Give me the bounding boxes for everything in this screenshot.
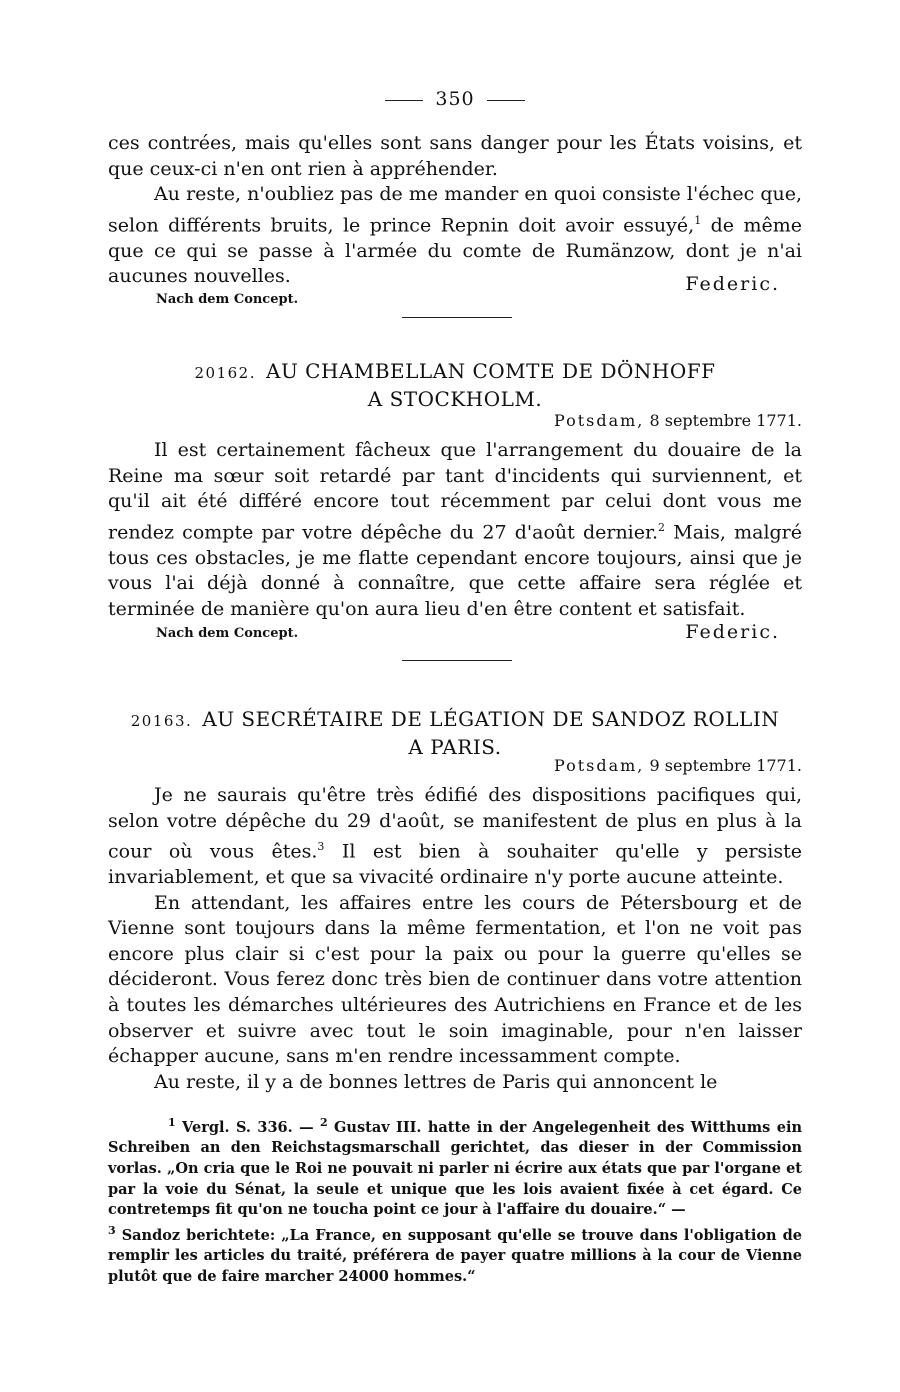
letter-20162-number: 20162. [194, 364, 256, 382]
footnote-1-mark: 1 [168, 1116, 176, 1129]
footnote-1-text: Vergl. S. 336. — [175, 1118, 320, 1136]
section-divider [402, 317, 512, 318]
letter-20163-date: 9 septembre 1771. [649, 756, 802, 775]
letter-20163-body [108, 783, 802, 1095]
footnote-ref-1: 1 [694, 213, 702, 227]
letter-20162-heading: AU CHAMBELLAN COMTE DE DÖNHOFF [266, 359, 716, 383]
letter-20162-text: Il est certainement fâcheux que l'arrangement du douaire de la Reine ma sœur soit retardé par tant d'incidents qui surviennent, et qu'il ait été différé encore tout récemment par celui dont vous me rendez compte par votre dépêche du 27 d'août dernier. [108, 439, 802, 544]
letter-20162-place: Potsdam, [553, 411, 645, 430]
intro-paragraph-2-cont: de même que ce qui se passe à l'armée du comte de Rumänzow, dont je n'ai aucunes nouvelles. [108, 214, 802, 288]
intro-paragraph-1: ces contrées, mais qu'elles sont sans danger pour les États voisins, et que ceux-ci n'en ont rien à appréhender. [108, 132, 802, 180]
letter-20163-title [108, 706, 802, 760]
letter-20162-date: 8 septembre 1771. [649, 411, 802, 430]
footnote-2-text: Gustav III. hatte in der Angelegenheit des Witthums ein Schreiben an den Reichstagsmarschall gerichtet, das dieser in der Commission vorlas. „On cria que le Roi ne pouvait ni parler ni écrire aux états que par l'organe et par la voie du Sénat, la seule et unique que les lois avaient fixée à cet égard. Ce contretemps fit qu'on ne toucha point ce jour à l'affaire du douaire.“ — [108, 1118, 802, 1219]
header-dash-right [487, 100, 525, 101]
letter-20162-title-line-2: A STOCKHOLM. [367, 387, 543, 411]
letter-20163-dateline [554, 756, 802, 775]
letter-20162-title-line-1 [108, 358, 802, 386]
footnote-2-mark: 2 [319, 1116, 328, 1129]
letter-20162-title [108, 358, 802, 412]
footnote-3 [108, 1221, 802, 1288]
footnote-ref-3: 3 [317, 840, 325, 854]
header-dash-left [385, 100, 423, 101]
letter-20163-heading: AU SECRÉTAIRE DE LÉGATION DE SANDOZ ROLLIN [202, 707, 780, 731]
intro-signature: Federic. [685, 273, 780, 295]
intro-section [108, 131, 802, 290]
letter-20162-dateline [554, 411, 802, 430]
letter-20163-number: 20163. [130, 712, 193, 730]
section-divider-2 [402, 660, 512, 661]
footnote-ref-2: 2 [658, 520, 666, 534]
letter-20163-paragraph-3: Au reste, il y a de bonnes lettres de Paris qui annoncent le [154, 1070, 718, 1093]
letter-20163-paragraph-1 [108, 783, 802, 891]
letter-20162-text-cont: Mais, malgré tous ces obstacles, je me flatte cependant encore toujours, ainsi que je vous l'ai déjà donné à connaître, que cette affaire sera réglée et terminée de manière qu'on aura lieu d'en être content et satisfait. [108, 521, 803, 620]
footnotes [108, 1113, 802, 1287]
letter-20163-p1-text: Je ne saurais qu'être très édifié des dispositions pacifiques qui, selon votre dépêche du 29 d'août, se manifestent de plus en plus à la cour où vous êtes. [108, 784, 802, 863]
letter-20162-signature: Federic. [685, 621, 780, 643]
page-number: 350 [435, 88, 475, 110]
letter-20162-concept-note: Nach dem Concept. [156, 626, 299, 641]
page-header [108, 88, 802, 110]
letter-20163-title-line-2: A PARIS. [408, 735, 502, 759]
letter-20162-paragraph [108, 438, 802, 622]
footnote-3-mark: 3 [108, 1223, 116, 1237]
intro-paragraph-2-text: Au reste, n'oubliez pas de me mander en quoi consiste l'échec que, selon différents bruits, le prince Repnin doit avoir essuyé, [108, 183, 802, 237]
letter-20163-p1-cont: Il est bien à souhaiter qu'elle y persiste invariablement, et que sa vivacité ordinaire n'y porte aucune atteinte. [108, 840, 802, 889]
letter-20163-paragraph-2: En attendant, les affaires entre les cours de Pétersbourg et de Vienne sont toujours dans la même fermentation, et l'on ne voit pas encore plus clair si c'est pour la paix ou pour la guerre qu'elles se décideront. Vous ferez donc très bien de continuer dans votre attention à toutes les démarches ultérieures des Autrichiens en France et de les observer et suivre avec tout le soin imaginable, pour n'en laisser échapper aucune, sans m'en rendre incessamment compte. [108, 891, 802, 1068]
intro-concept-note: Nach dem Concept. [156, 292, 299, 307]
footnote-3-text: Sandoz berichtete: „La France, en supposant qu'elle se trouve dans l'obligation de remplir les articles du traité, préférera de payer quatre millions à la cour de Vienne plutôt que de faire marcher 24000 hommes.“ [108, 1226, 802, 1285]
footnote-1-2 [108, 1113, 802, 1221]
letter-20163-place: Potsdam, [553, 756, 645, 775]
letter-20162-body [108, 438, 802, 622]
letter-20163-title-line-1 [108, 706, 802, 734]
